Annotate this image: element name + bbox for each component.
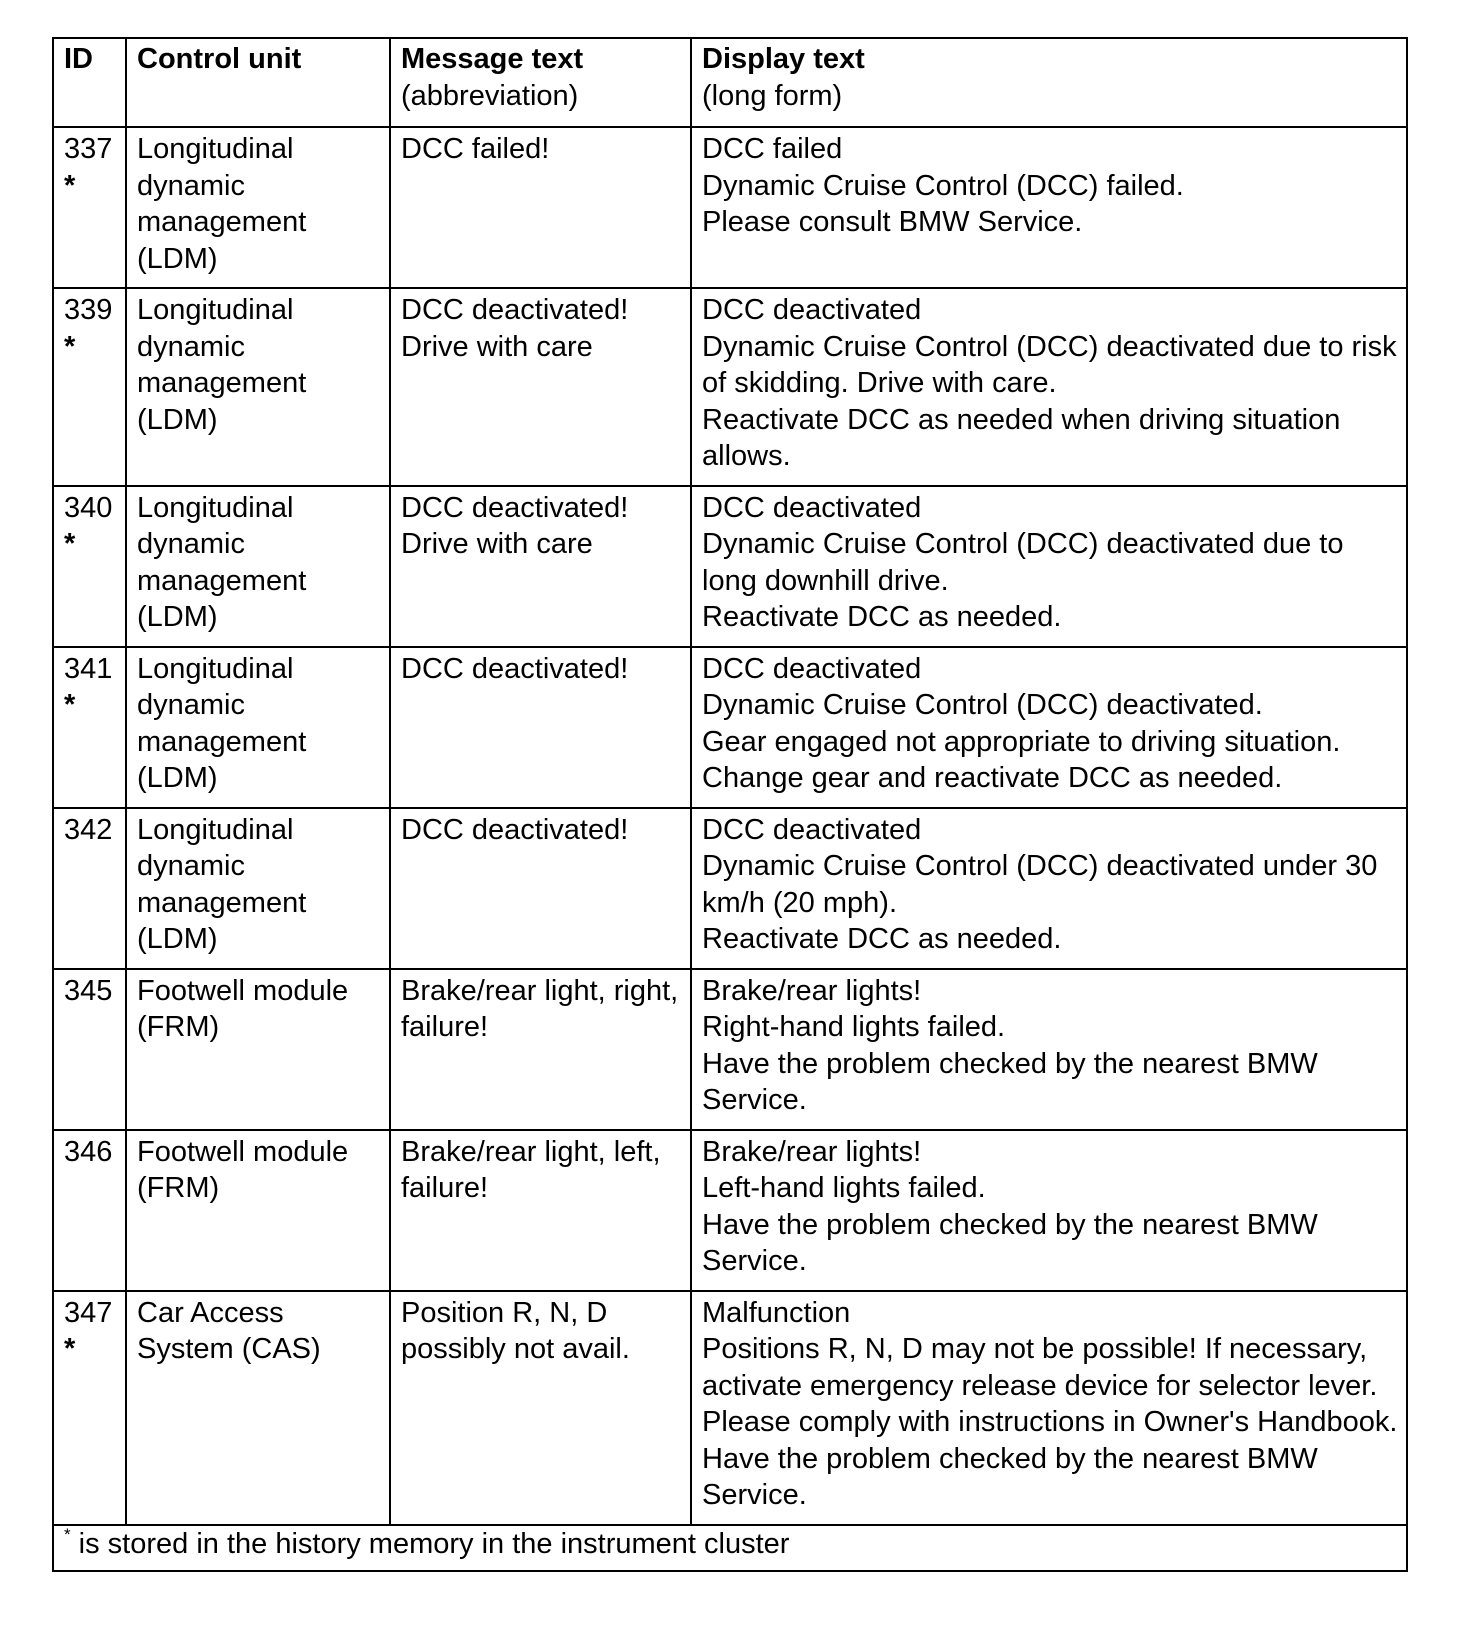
control-unit-line: dynamic [137, 528, 245, 560]
cell-message-text [390, 969, 691, 1130]
row-id: 337 [64, 133, 113, 165]
footnote-mark: * [64, 1524, 71, 1544]
display-text-line: Dynamic Cruise Control (DCC) deactivated due to long downhill drive. [702, 528, 1344, 597]
header-subtitle: (long form) [702, 79, 843, 112]
cell-message-text [390, 486, 691, 647]
history-star: * [64, 169, 76, 202]
control-unit-line: Footwell module [137, 1135, 349, 1168]
cell-control-unit [126, 808, 390, 969]
cell-id [53, 969, 126, 1130]
display-text-line: DCC failed [702, 133, 843, 165]
cell-id [53, 1130, 126, 1291]
row-id: 340 [64, 491, 113, 524]
message-text-line: Position R, N, D possibly not avail. [401, 1296, 630, 1365]
history-star: * [64, 528, 76, 560]
row-id: 345 [64, 974, 113, 1007]
display-text-line: Dynamic Cruise Control (DCC) deactivated under 30 km/h (20 mph). [702, 850, 1378, 919]
cell-control-unit [126, 127, 390, 288]
control-unit-line: Car Access [137, 1296, 284, 1329]
table-row [53, 127, 1407, 288]
cell-id [53, 1291, 126, 1525]
control-unit-line: management [137, 367, 307, 399]
cell-control-unit [126, 647, 390, 808]
footnote-cell [53, 1525, 1407, 1572]
cell-message-text [390, 127, 691, 288]
display-text-line: Have the problem checked by the nearest BMW Service. [702, 1047, 1318, 1116]
cell-display-text [691, 288, 1407, 486]
cell-id [53, 127, 126, 288]
header-title: Control unit [137, 43, 302, 75]
message-text-line: DCC deactivated! [401, 652, 629, 685]
control-unit-line: Longitudinal [137, 133, 294, 165]
control-unit-line: (LDM) [137, 242, 218, 275]
message-text-line: DCC deactivated! [401, 813, 629, 846]
table-row [53, 808, 1407, 969]
row-id: 341 [64, 652, 113, 685]
cell-control-unit [126, 288, 390, 486]
row-id: 346 [64, 1135, 113, 1168]
control-unit-line: (LDM) [137, 762, 218, 794]
display-text-line: DCC deactivated [702, 652, 922, 685]
message-text-line: DCC deactivated! [401, 491, 629, 524]
row-id: 347 [64, 1296, 113, 1329]
header-title: ID [64, 43, 93, 75]
control-unit-line: (FRM) [137, 1011, 220, 1043]
display-text-line: Brake/rear lights! [702, 1135, 922, 1168]
display-text-line: Positions R, N, D may not be possible! If necessary, activate emergency release device for selector lever. Please comply with instructions in Owner's Handbook. Have the problem checked by the nearest BMW Service. [702, 1333, 1398, 1511]
cell-message-text [390, 1291, 691, 1525]
display-text-line: Dynamic Cruise Control (DCC) failed. [702, 169, 1184, 202]
header-subtitle: (abbreviation) [401, 79, 579, 112]
control-unit-line: management [137, 886, 307, 919]
message-text-line: Brake/rear light, left, failure! [401, 1135, 661, 1204]
header-id [53, 38, 126, 127]
cell-display-text [691, 486, 1407, 647]
control-unit-line: management [137, 725, 307, 758]
display-text-line: Dynamic Cruise Control (DCC) deactivated. [702, 689, 1263, 721]
table-row [53, 1130, 1407, 1291]
cell-control-unit [126, 486, 390, 647]
header-title: Display text [702, 43, 865, 75]
cell-message-text [390, 288, 691, 486]
cell-id [53, 486, 126, 647]
display-text-line: Change gear and reactivate DCC as needed. [702, 762, 1283, 794]
cell-message-text [390, 647, 691, 808]
message-table [52, 37, 1408, 1572]
control-unit-line: management [137, 564, 307, 597]
cell-control-unit [126, 1291, 390, 1525]
control-unit-line: (FRM) [137, 1172, 220, 1204]
control-unit-line: dynamic [137, 689, 245, 721]
message-text-line: DCC deactivated! [401, 294, 629, 326]
control-unit-line: (LDM) [137, 923, 218, 955]
display-text-line: DCC deactivated [702, 813, 922, 846]
row-id: 339 [64, 294, 113, 326]
display-text-line: Brake/rear lights! [702, 974, 922, 1007]
history-star: * [64, 689, 76, 721]
message-text-line: Brake/rear light, right, failure! [401, 974, 679, 1043]
display-text-line: Reactivate DCC as needed. [702, 923, 1062, 955]
history-star: * [64, 330, 76, 363]
header-display-text [691, 38, 1407, 127]
control-unit-line: System (CAS) [137, 1333, 321, 1365]
display-text-line: Left-hand lights failed. [702, 1172, 986, 1204]
cell-message-text [390, 808, 691, 969]
row-id: 342 [64, 813, 113, 846]
display-text-line: Please consult BMW Service. [702, 206, 1083, 238]
cell-display-text [691, 647, 1407, 808]
message-text-line: Drive with care [401, 330, 593, 363]
message-text-line: Drive with care [401, 528, 593, 560]
table-row [53, 969, 1407, 1130]
control-unit-line: Footwell module [137, 974, 349, 1007]
cell-id [53, 288, 126, 486]
control-unit-line: (LDM) [137, 601, 218, 633]
footnote-row [53, 1525, 1407, 1572]
control-unit-line: Longitudinal [137, 652, 294, 685]
control-unit-line: Longitudinal [137, 491, 294, 524]
table-row [53, 486, 1407, 647]
display-text-line: Reactivate DCC as needed when driving situation allows. [702, 403, 1341, 472]
display-text-line: DCC deactivated [702, 491, 922, 524]
cell-display-text [691, 969, 1407, 1130]
table-body [53, 127, 1407, 1525]
control-unit-line: dynamic [137, 330, 245, 363]
control-unit-line: Longitudinal [137, 813, 294, 846]
header-message-text [390, 38, 691, 127]
display-text-line: Dynamic Cruise Control (DCC) deactivated due to risk of skidding. Drive with care. [702, 330, 1397, 399]
header-title: Message text [401, 43, 584, 75]
display-text-line: Right-hand lights failed. [702, 1011, 1006, 1043]
display-text-line: DCC deactivated [702, 294, 922, 326]
cell-id [53, 808, 126, 969]
cell-display-text [691, 1291, 1407, 1525]
footnote-text: is stored in the history memory in the instrument cluster [70, 1527, 790, 1560]
table-row [53, 647, 1407, 808]
control-unit-line: (LDM) [137, 403, 218, 436]
display-text-line: Gear engaged not appropriate to driving situation. [702, 725, 1341, 758]
header-row [53, 38, 1407, 127]
display-text-line: Reactivate DCC as needed. [702, 601, 1062, 633]
control-unit-line: Longitudinal [137, 294, 294, 326]
display-text-line: Have the problem checked by the nearest BMW Service. [702, 1208, 1318, 1277]
table-row [53, 288, 1407, 486]
cell-display-text [691, 808, 1407, 969]
cell-control-unit [126, 969, 390, 1130]
cell-message-text [390, 1130, 691, 1291]
cell-id [53, 647, 126, 808]
control-unit-line: management [137, 206, 307, 238]
header-control-unit [126, 38, 390, 127]
control-unit-line: dynamic [137, 850, 245, 882]
cell-display-text [691, 127, 1407, 288]
cell-control-unit [126, 1130, 390, 1291]
message-text-line: DCC failed! [401, 133, 550, 165]
cell-display-text [691, 1130, 1407, 1291]
history-star: * [64, 1333, 76, 1365]
display-text-line: Malfunction [702, 1296, 851, 1329]
table-row [53, 1291, 1407, 1525]
control-unit-line: dynamic [137, 169, 245, 202]
